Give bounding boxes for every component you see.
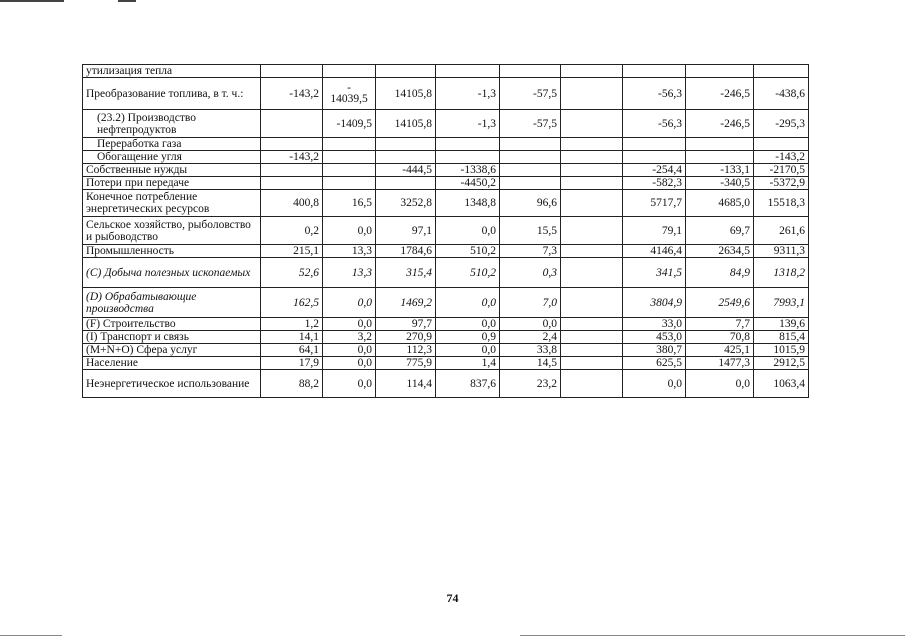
value-cell: 114,4 <box>376 370 436 398</box>
value-cell: -1,3 <box>436 78 500 110</box>
value-cell: 14,5 <box>500 357 561 370</box>
value-cell: 5717,7 <box>623 190 686 217</box>
value-cell: 0,0 <box>323 288 376 318</box>
value-cell: 64,1 <box>261 344 323 357</box>
value-cell: 1015,9 <box>754 344 809 357</box>
value-cell <box>261 65 323 78</box>
table-row <box>83 344 809 357</box>
value-cell: 2549,6 <box>686 288 754 318</box>
value-cell: -143,2 <box>261 151 323 164</box>
value-cell: 0,0 <box>436 344 500 357</box>
value-cell: -4450,2 <box>436 177 500 190</box>
value-cell <box>561 164 623 177</box>
value-cell <box>561 110 623 138</box>
value-cell: 0,2 <box>261 217 323 245</box>
row-label-cell: Неэнергетическое использование <box>83 370 261 398</box>
value-cell: 112,3 <box>376 344 436 357</box>
value-cell: 0,0 <box>323 370 376 398</box>
value-cell: 14105,8 <box>376 78 436 110</box>
value-cell <box>561 151 623 164</box>
value-cell: 1469,2 <box>376 288 436 318</box>
value-cell: 270,9 <box>376 331 436 344</box>
value-cell <box>261 164 323 177</box>
value-cell: 3804,9 <box>623 288 686 318</box>
table-row <box>83 138 809 151</box>
value-cell <box>500 164 561 177</box>
value-cell <box>323 151 376 164</box>
value-cell: 0,0 <box>323 344 376 357</box>
value-cell: 0,0 <box>623 370 686 398</box>
value-cell: 0,0 <box>686 370 754 398</box>
value-cell: 0,0 <box>436 217 500 245</box>
row-label-cell: Потери при передаче <box>83 177 261 190</box>
table-row <box>83 65 809 78</box>
value-cell: 0,0 <box>500 318 561 331</box>
value-cell: -254,4 <box>623 164 686 177</box>
row-label-cell: Население <box>83 357 261 370</box>
value-cell: 3252,8 <box>376 190 436 217</box>
value-cell <box>561 65 623 78</box>
page-number: 74 <box>446 591 459 605</box>
value-cell: 14,1 <box>261 331 323 344</box>
row-label-cell: Промышленность <box>83 245 261 258</box>
value-cell: 33,0 <box>623 318 686 331</box>
value-cell: 1063,4 <box>754 370 809 398</box>
value-cell: 215,1 <box>261 245 323 258</box>
value-cell <box>261 110 323 138</box>
value-cell <box>436 65 500 78</box>
value-cell <box>686 65 754 78</box>
value-cell: 0,0 <box>323 318 376 331</box>
value-cell: 0,0 <box>323 217 376 245</box>
value-cell: -57,5 <box>500 78 561 110</box>
value-cell <box>561 177 623 190</box>
value-cell: -143,2 <box>261 78 323 110</box>
row-label-cell: Переработка газа <box>83 138 261 151</box>
table-row <box>83 217 809 245</box>
table-row <box>83 331 809 344</box>
value-cell <box>623 65 686 78</box>
row-label-cell: (D) Обрабатывающие производства <box>83 288 261 318</box>
table-row <box>83 177 809 190</box>
value-cell: -2170,5 <box>754 164 809 177</box>
top-scan-rule-short <box>118 0 136 2</box>
value-cell <box>623 151 686 164</box>
table-row <box>83 110 809 138</box>
value-cell: 1348,8 <box>436 190 500 217</box>
value-cell <box>261 177 323 190</box>
value-cell: 2,4 <box>500 331 561 344</box>
value-cell: 139,6 <box>754 318 809 331</box>
value-cell <box>561 138 623 151</box>
table-row <box>83 151 809 164</box>
value-cell <box>436 151 500 164</box>
top-scan-rule <box>0 0 64 2</box>
value-cell: -56,3 <box>623 110 686 138</box>
value-cell <box>561 331 623 344</box>
value-cell <box>376 138 436 151</box>
value-cell <box>561 370 623 398</box>
table-row <box>83 78 809 110</box>
value-cell: -143,2 <box>754 151 809 164</box>
table-row <box>83 258 809 288</box>
value-cell: 23,2 <box>500 370 561 398</box>
value-cell <box>323 164 376 177</box>
value-cell <box>323 138 376 151</box>
value-cell: 7,3 <box>500 245 561 258</box>
value-cell <box>561 344 623 357</box>
row-label-cell: (F) Строительство <box>83 318 261 331</box>
table-row <box>83 245 809 258</box>
value-cell <box>500 177 561 190</box>
value-cell: -1,3 <box>436 110 500 138</box>
value-cell: 400,8 <box>261 190 323 217</box>
value-cell: 2634,5 <box>686 245 754 258</box>
value-cell: 425,1 <box>686 344 754 357</box>
value-cell <box>561 78 623 110</box>
table-row <box>83 370 809 398</box>
value-cell: 52,6 <box>261 258 323 288</box>
value-cell: 0,0 <box>436 288 500 318</box>
row-label-cell: утилизация тепла <box>83 65 261 78</box>
value-cell: 775,9 <box>376 357 436 370</box>
bottom-scan-rule-right <box>520 635 905 636</box>
value-cell: -246,5 <box>686 110 754 138</box>
value-cell: 0,9 <box>436 331 500 344</box>
value-cell: 33,8 <box>500 344 561 357</box>
value-cell <box>561 318 623 331</box>
value-cell: 88,2 <box>261 370 323 398</box>
table-body <box>83 65 809 398</box>
value-cell <box>561 217 623 245</box>
value-cell: 2912,5 <box>754 357 809 370</box>
value-cell: 7,7 <box>686 318 754 331</box>
value-cell <box>500 65 561 78</box>
value-cell: 13,3 <box>323 258 376 288</box>
value-cell: 510,2 <box>436 245 500 258</box>
row-label-cell: Обогащение угля <box>83 151 261 164</box>
row-label-cell: (M+N+O) Сфера услуг <box>83 344 261 357</box>
value-cell: 16,5 <box>323 190 376 217</box>
value-cell: 341,5 <box>623 258 686 288</box>
table-row <box>83 190 809 217</box>
value-cell: 15518,3 <box>754 190 809 217</box>
split-value-cell <box>323 78 376 110</box>
value-cell <box>561 190 623 217</box>
value-cell: 261,6 <box>754 217 809 245</box>
value-cell: 1,4 <box>436 357 500 370</box>
value-cell: 380,7 <box>623 344 686 357</box>
value-cell: -582,3 <box>623 177 686 190</box>
value-cell: 7993,1 <box>754 288 809 318</box>
value-cell: 315,4 <box>376 258 436 288</box>
value-cell: 837,6 <box>436 370 500 398</box>
row-label-cell: Собственные нужды <box>83 164 261 177</box>
split-value-bottom: 14039,5 <box>330 92 368 105</box>
value-cell: 0,0 <box>323 357 376 370</box>
value-cell: 510,2 <box>436 258 500 288</box>
energy-balance-table <box>82 64 809 398</box>
row-label-cell: (С) Добыча полезных ископаемых <box>83 258 261 288</box>
row-label-cell: Сельское хозяйство, рыболовство и рыбоводство <box>83 217 261 245</box>
value-cell: 14105,8 <box>376 110 436 138</box>
row-label-cell: (I) Транспорт и связь <box>83 331 261 344</box>
value-cell: 17,9 <box>261 357 323 370</box>
value-cell <box>686 138 754 151</box>
table-row <box>83 357 809 370</box>
value-cell: 9311,3 <box>754 245 809 258</box>
table-row <box>83 288 809 318</box>
value-cell: 3,2 <box>323 331 376 344</box>
value-cell <box>686 151 754 164</box>
value-cell: 1318,2 <box>754 258 809 288</box>
value-cell: 97,7 <box>376 318 436 331</box>
value-cell: 69,7 <box>686 217 754 245</box>
value-cell: 84,9 <box>686 258 754 288</box>
value-cell: 13,3 <box>323 245 376 258</box>
value-cell: 815,4 <box>754 331 809 344</box>
value-cell: 453,0 <box>623 331 686 344</box>
value-cell <box>436 138 500 151</box>
table-row <box>83 164 809 177</box>
value-cell: -246,5 <box>686 78 754 110</box>
value-cell: 79,1 <box>623 217 686 245</box>
value-cell: -133,1 <box>686 164 754 177</box>
value-cell: 0,0 <box>436 318 500 331</box>
value-cell <box>261 138 323 151</box>
value-cell: 1477,3 <box>686 357 754 370</box>
value-cell <box>376 65 436 78</box>
value-cell: 1,2 <box>261 318 323 331</box>
row-label-cell: Преобразование топлива, в т. ч.: <box>83 78 261 110</box>
value-cell <box>754 138 809 151</box>
value-cell: 625,5 <box>623 357 686 370</box>
row-label-cell: (23.2) Производство нефтепродуктов <box>83 110 261 138</box>
row-label-cell: Конечное потребление энергетических ресурсов <box>83 190 261 217</box>
value-cell: 162,5 <box>261 288 323 318</box>
value-cell: 97,1 <box>376 217 436 245</box>
value-cell <box>623 138 686 151</box>
value-cell <box>500 151 561 164</box>
value-cell: -444,5 <box>376 164 436 177</box>
value-cell: 1784,6 <box>376 245 436 258</box>
value-cell: 0,3 <box>500 258 561 288</box>
value-cell <box>754 65 809 78</box>
value-cell <box>561 288 623 318</box>
value-cell: 4146,4 <box>623 245 686 258</box>
split-value-top: - <box>347 81 351 94</box>
value-cell: -57,5 <box>500 110 561 138</box>
value-cell <box>376 151 436 164</box>
value-cell <box>561 258 623 288</box>
value-cell: -5372,9 <box>754 177 809 190</box>
value-cell: 70,8 <box>686 331 754 344</box>
value-cell: -295,3 <box>754 110 809 138</box>
value-cell: -1338,6 <box>436 164 500 177</box>
value-cell <box>561 245 623 258</box>
value-cell: -56,3 <box>623 78 686 110</box>
value-cell: -438,6 <box>754 78 809 110</box>
value-cell: -340,5 <box>686 177 754 190</box>
value-cell <box>323 65 376 78</box>
value-cell <box>561 357 623 370</box>
value-cell <box>376 177 436 190</box>
table-row <box>83 318 809 331</box>
value-cell: -1409,5 <box>323 110 376 138</box>
value-cell <box>323 177 376 190</box>
value-cell: 96,6 <box>500 190 561 217</box>
value-cell: 7,0 <box>500 288 561 318</box>
value-cell: 15,5 <box>500 217 561 245</box>
bottom-scan-rule <box>0 635 62 636</box>
value-cell <box>500 138 561 151</box>
value-cell: 4685,0 <box>686 190 754 217</box>
